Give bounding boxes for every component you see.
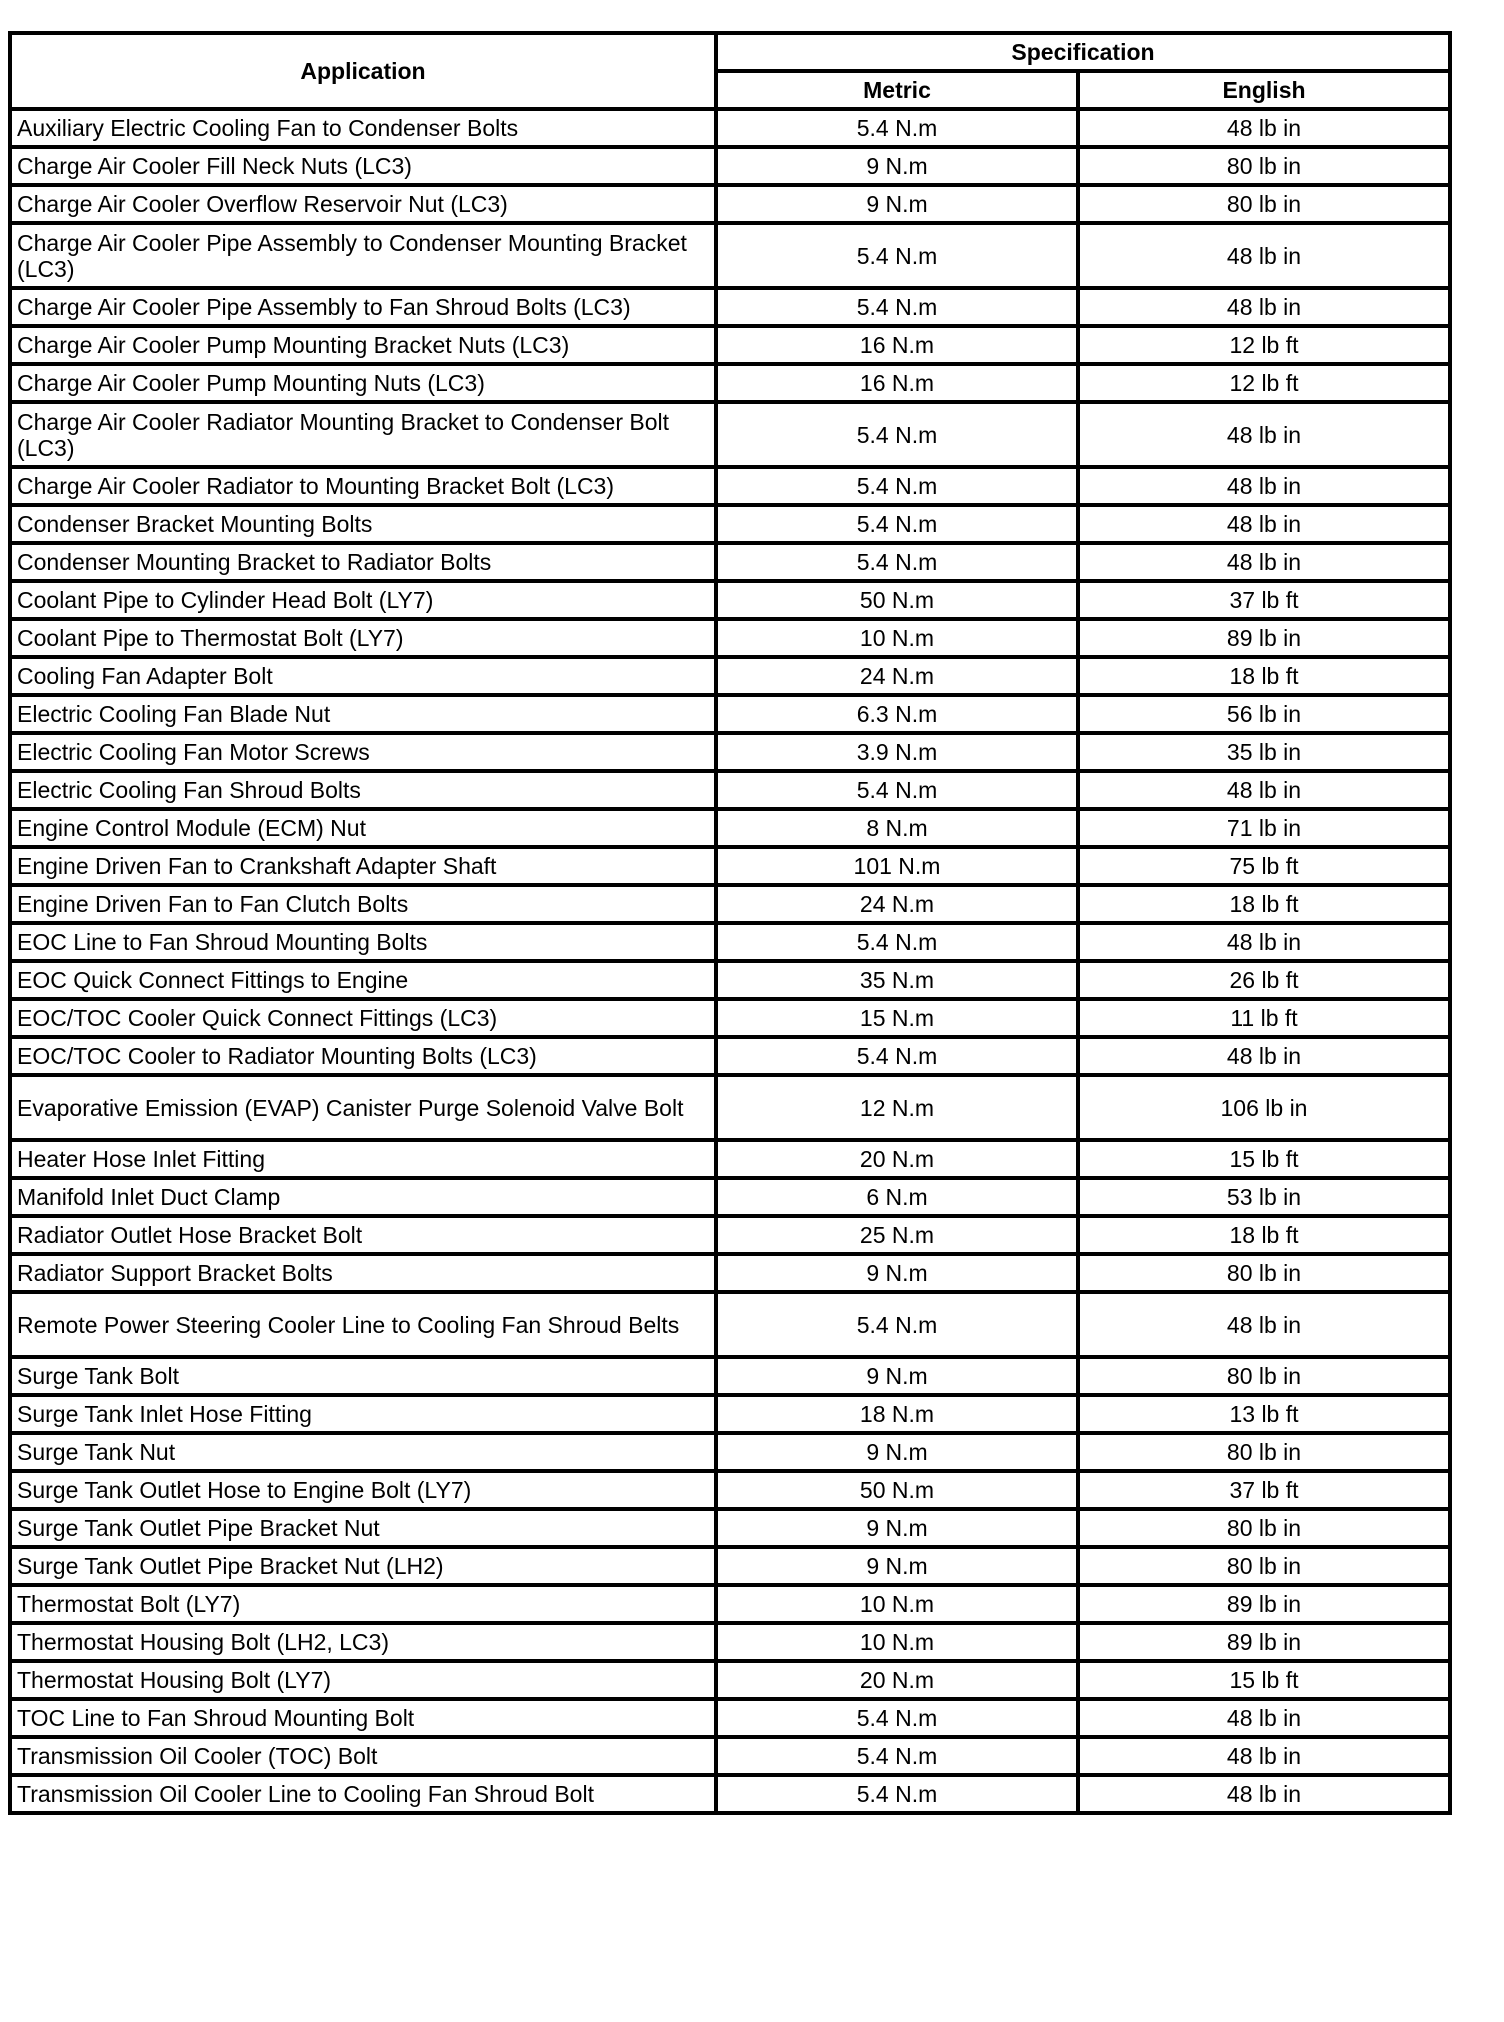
metric-cell: 9 N.m — [716, 1509, 1078, 1547]
table-row — [10, 1254, 1450, 1292]
metric-cell: 5.4 N.m — [716, 223, 1078, 288]
table-row — [10, 1509, 1450, 1547]
table-row — [10, 657, 1450, 695]
table-row — [10, 147, 1450, 185]
metric-cell: 9 N.m — [716, 147, 1078, 185]
metric-cell: 5.4 N.m — [716, 109, 1078, 147]
table-row — [10, 109, 1450, 147]
application-cell: Surge Tank Outlet Pipe Bracket Nut — [10, 1509, 716, 1547]
english-cell: 18 lb ft — [1078, 885, 1450, 923]
table-row — [10, 1737, 1450, 1775]
table-row — [10, 733, 1450, 771]
english-cell: 75 lb ft — [1078, 847, 1450, 885]
application-cell: Coolant Pipe to Thermostat Bolt (LY7) — [10, 619, 716, 657]
table-row — [10, 402, 1450, 467]
english-cell: 15 lb ft — [1078, 1661, 1450, 1699]
english-cell: 48 lb in — [1078, 1037, 1450, 1075]
table-row — [10, 1037, 1450, 1075]
metric-cell: 50 N.m — [716, 1471, 1078, 1509]
table-row — [10, 1471, 1450, 1509]
english-cell: 48 lb in — [1078, 543, 1450, 581]
english-cell: 48 lb in — [1078, 1737, 1450, 1775]
table-row — [10, 1433, 1450, 1471]
english-cell: 48 lb in — [1078, 402, 1450, 467]
metric-cell: 15 N.m — [716, 999, 1078, 1037]
metric-cell: 16 N.m — [716, 326, 1078, 364]
english-cell: 48 lb in — [1078, 505, 1450, 543]
application-cell: Charge Air Cooler Pump Mounting Bracket Nuts (LC3) — [10, 326, 716, 364]
metric-cell: 35 N.m — [716, 961, 1078, 999]
english-cell: 89 lb in — [1078, 619, 1450, 657]
table-row — [10, 809, 1450, 847]
metric-cell: 5.4 N.m — [716, 467, 1078, 505]
table-row — [10, 185, 1450, 223]
application-cell: Electric Cooling Fan Shroud Bolts — [10, 771, 716, 809]
metric-cell: 5.4 N.m — [716, 1037, 1078, 1075]
table-row — [10, 961, 1450, 999]
application-cell: Transmission Oil Cooler (TOC) Bolt — [10, 1737, 716, 1775]
application-cell: Charge Air Cooler Overflow Reservoir Nut (LC3) — [10, 185, 716, 223]
english-cell: 26 lb ft — [1078, 961, 1450, 999]
application-cell: Charge Air Cooler Fill Neck Nuts (LC3) — [10, 147, 716, 185]
english-cell: 48 lb in — [1078, 923, 1450, 961]
english-cell: 80 lb in — [1078, 147, 1450, 185]
header-metric: Metric — [716, 71, 1078, 109]
application-cell: TOC Line to Fan Shroud Mounting Bolt — [10, 1699, 716, 1737]
application-cell: Radiator Outlet Hose Bracket Bolt — [10, 1216, 716, 1254]
english-cell: 56 lb in — [1078, 695, 1450, 733]
metric-cell: 5.4 N.m — [716, 1737, 1078, 1775]
table-row — [10, 223, 1450, 288]
english-cell: 12 lb ft — [1078, 326, 1450, 364]
application-cell: EOC Line to Fan Shroud Mounting Bolts — [10, 923, 716, 961]
metric-cell: 5.4 N.m — [716, 505, 1078, 543]
metric-cell: 20 N.m — [716, 1661, 1078, 1699]
english-cell: 53 lb in — [1078, 1178, 1450, 1216]
metric-cell: 25 N.m — [716, 1216, 1078, 1254]
table-row — [10, 364, 1450, 402]
application-cell: Coolant Pipe to Cylinder Head Bolt (LY7) — [10, 581, 716, 619]
application-cell: Surge Tank Outlet Hose to Engine Bolt (LY7) — [10, 1471, 716, 1509]
english-cell: 71 lb in — [1078, 809, 1450, 847]
english-cell: 35 lb in — [1078, 733, 1450, 771]
table-row — [10, 1216, 1450, 1254]
english-cell: 80 lb in — [1078, 1433, 1450, 1471]
table-row — [10, 1699, 1450, 1737]
table-row — [10, 288, 1450, 326]
metric-cell: 50 N.m — [716, 581, 1078, 619]
application-cell: Remote Power Steering Cooler Line to Cooling Fan Shroud Belts — [10, 1292, 716, 1357]
table-row — [10, 847, 1450, 885]
metric-cell: 20 N.m — [716, 1140, 1078, 1178]
table-row — [10, 771, 1450, 809]
application-cell: Surge Tank Bolt — [10, 1357, 716, 1395]
application-cell: Auxiliary Electric Cooling Fan to Condenser Bolts — [10, 109, 716, 147]
table-row — [10, 1178, 1450, 1216]
application-cell: Evaporative Emission (EVAP) Canister Purge Solenoid Valve Bolt — [10, 1075, 716, 1140]
table-row — [10, 1775, 1450, 1813]
table-body — [10, 109, 1450, 1813]
english-cell: 13 lb ft — [1078, 1395, 1450, 1433]
header-specification: Specification — [716, 33, 1450, 71]
english-cell: 12 lb ft — [1078, 364, 1450, 402]
application-cell: Transmission Oil Cooler Line to Cooling Fan Shroud Bolt — [10, 1775, 716, 1813]
english-cell: 80 lb in — [1078, 1254, 1450, 1292]
metric-cell: 16 N.m — [716, 364, 1078, 402]
table-row — [10, 619, 1450, 657]
english-cell: 89 lb in — [1078, 1585, 1450, 1623]
english-cell: 15 lb ft — [1078, 1140, 1450, 1178]
english-cell: 80 lb in — [1078, 185, 1450, 223]
english-cell: 37 lb ft — [1078, 1471, 1450, 1509]
table-row — [10, 581, 1450, 619]
metric-cell: 18 N.m — [716, 1395, 1078, 1433]
english-cell: 18 lb ft — [1078, 657, 1450, 695]
metric-cell: 10 N.m — [716, 1623, 1078, 1661]
metric-cell: 10 N.m — [716, 619, 1078, 657]
metric-cell: 9 N.m — [716, 1357, 1078, 1395]
english-cell: 48 lb in — [1078, 1699, 1450, 1737]
header-row — [10, 33, 1450, 71]
table-row — [10, 999, 1450, 1037]
metric-cell: 101 N.m — [716, 847, 1078, 885]
application-cell: Thermostat Housing Bolt (LH2, LC3) — [10, 1623, 716, 1661]
metric-cell: 24 N.m — [716, 885, 1078, 923]
table-row — [10, 1585, 1450, 1623]
english-cell: 89 lb in — [1078, 1623, 1450, 1661]
table-row — [10, 1661, 1450, 1699]
application-cell: Charge Air Cooler Pipe Assembly to Condenser Mounting Bracket (LC3) — [10, 223, 716, 288]
english-cell: 48 lb in — [1078, 771, 1450, 809]
application-cell: Cooling Fan Adapter Bolt — [10, 657, 716, 695]
application-cell: Engine Driven Fan to Fan Clutch Bolts — [10, 885, 716, 923]
table-row — [10, 505, 1450, 543]
table-row — [10, 923, 1450, 961]
english-cell: 48 lb in — [1078, 288, 1450, 326]
table-row — [10, 695, 1450, 733]
application-cell: Engine Driven Fan to Crankshaft Adapter Shaft — [10, 847, 716, 885]
torque-spec-table — [8, 31, 1452, 1815]
application-cell: Charge Air Cooler Pipe Assembly to Fan Shroud Bolts (LC3) — [10, 288, 716, 326]
metric-cell: 5.4 N.m — [716, 543, 1078, 581]
table-row — [10, 1623, 1450, 1661]
table-row — [10, 543, 1450, 581]
english-cell: 37 lb ft — [1078, 581, 1450, 619]
english-cell: 48 lb in — [1078, 467, 1450, 505]
application-cell: Surge Tank Outlet Pipe Bracket Nut (LH2) — [10, 1547, 716, 1585]
metric-cell: 9 N.m — [716, 1547, 1078, 1585]
english-cell: 18 lb ft — [1078, 1216, 1450, 1254]
application-cell: Electric Cooling Fan Motor Screws — [10, 733, 716, 771]
application-cell: EOC/TOC Cooler Quick Connect Fittings (LC3) — [10, 999, 716, 1037]
metric-cell: 9 N.m — [716, 1433, 1078, 1471]
metric-cell: 5.4 N.m — [716, 923, 1078, 961]
application-cell: Charge Air Cooler Radiator Mounting Bracket to Condenser Bolt (LC3) — [10, 402, 716, 467]
english-cell: 80 lb in — [1078, 1357, 1450, 1395]
application-cell: Condenser Bracket Mounting Bolts — [10, 505, 716, 543]
metric-cell: 10 N.m — [716, 1585, 1078, 1623]
metric-cell: 5.4 N.m — [716, 1699, 1078, 1737]
table-row — [10, 1292, 1450, 1357]
english-cell: 106 lb in — [1078, 1075, 1450, 1140]
table-row — [10, 467, 1450, 505]
metric-cell: 6.3 N.m — [716, 695, 1078, 733]
table-row — [10, 1547, 1450, 1585]
metric-cell: 5.4 N.m — [716, 771, 1078, 809]
metric-cell: 5.4 N.m — [716, 1775, 1078, 1813]
application-cell: Charge Air Cooler Radiator to Mounting Bracket Bolt (LC3) — [10, 467, 716, 505]
application-cell: Electric Cooling Fan Blade Nut — [10, 695, 716, 733]
header-application: Application — [10, 33, 716, 109]
application-cell: Radiator Support Bracket Bolts — [10, 1254, 716, 1292]
english-cell: 48 lb in — [1078, 109, 1450, 147]
english-cell: 48 lb in — [1078, 1292, 1450, 1357]
english-cell: 80 lb in — [1078, 1509, 1450, 1547]
metric-cell: 9 N.m — [716, 185, 1078, 223]
metric-cell: 5.4 N.m — [716, 402, 1078, 467]
table-row — [10, 1140, 1450, 1178]
metric-cell: 6 N.m — [716, 1178, 1078, 1216]
metric-cell: 3.9 N.m — [716, 733, 1078, 771]
application-cell: Thermostat Housing Bolt (LY7) — [10, 1661, 716, 1699]
application-cell: Charge Air Cooler Pump Mounting Nuts (LC3) — [10, 364, 716, 402]
english-cell: 80 lb in — [1078, 1547, 1450, 1585]
application-cell: Condenser Mounting Bracket to Radiator Bolts — [10, 543, 716, 581]
table-row — [10, 1075, 1450, 1140]
application-cell: Heater Hose Inlet Fitting — [10, 1140, 716, 1178]
table-row — [10, 1357, 1450, 1395]
application-cell: Manifold Inlet Duct Clamp — [10, 1178, 716, 1216]
application-cell: Thermostat Bolt (LY7) — [10, 1585, 716, 1623]
english-cell: 48 lb in — [1078, 223, 1450, 288]
application-cell: Surge Tank Inlet Hose Fitting — [10, 1395, 716, 1433]
application-cell: Surge Tank Nut — [10, 1433, 716, 1471]
metric-cell: 5.4 N.m — [716, 288, 1078, 326]
english-cell: 11 lb ft — [1078, 999, 1450, 1037]
application-cell: EOC Quick Connect Fittings to Engine — [10, 961, 716, 999]
table-row — [10, 885, 1450, 923]
table-row — [10, 326, 1450, 364]
english-cell: 48 lb in — [1078, 1775, 1450, 1813]
metric-cell: 5.4 N.m — [716, 1292, 1078, 1357]
application-cell: Engine Control Module (ECM) Nut — [10, 809, 716, 847]
metric-cell: 9 N.m — [716, 1254, 1078, 1292]
metric-cell: 8 N.m — [716, 809, 1078, 847]
header-english: English — [1078, 71, 1450, 109]
application-cell: EOC/TOC Cooler to Radiator Mounting Bolts (LC3) — [10, 1037, 716, 1075]
metric-cell: 12 N.m — [716, 1075, 1078, 1140]
metric-cell: 24 N.m — [716, 657, 1078, 695]
table-row — [10, 1395, 1450, 1433]
